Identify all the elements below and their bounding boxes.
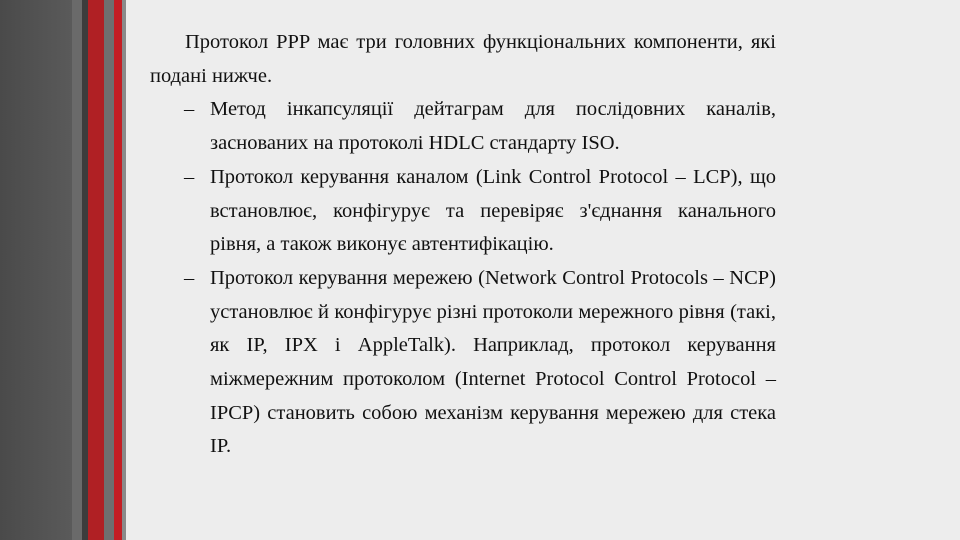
dash-bullet: –	[184, 165, 195, 188]
list-item	[150, 93, 776, 160]
intro-paragraph: Протокол PPP має три головних функціональних компоненти, які подані нижче.	[150, 31, 776, 87]
dash-bullet: –	[184, 266, 195, 289]
slide-content	[150, 26, 776, 464]
list-item	[150, 262, 776, 464]
stripe-gray	[104, 0, 114, 540]
stripe-mid-gray	[72, 0, 82, 540]
dash-bullet: –	[184, 98, 195, 121]
list-item-text: Протокол керування каналом (Link Control Protocol – LCP), що встановлює, конфігурує та перевіряє з'єднання канального рівня, а також виконує автентифікацію.	[210, 165, 776, 256]
list-item-text: Метод інкапсуляції дейтаграм для послідовних каналів, заснованих на протоколі HDLC стандарту ISO.	[210, 98, 776, 155]
component-list	[150, 93, 776, 464]
stripe-dark-gray	[0, 0, 72, 540]
list-item-text: Протокол керування мережею (Network Control Protocols – NCP) установлює й конфігурує різні протоколи мережного рівня (такі, як IP, IPX і AppleTalk). Наприклад, протокол керування міжмережним протоколом (Internet Protocol Control Protocol – IPCP) становить собою механізм керування мережею для стека IP.	[210, 266, 776, 458]
list-item	[150, 161, 776, 262]
stripe-red-thin	[114, 0, 122, 540]
stripe-red	[88, 0, 104, 540]
stripe-light-line	[122, 0, 126, 540]
